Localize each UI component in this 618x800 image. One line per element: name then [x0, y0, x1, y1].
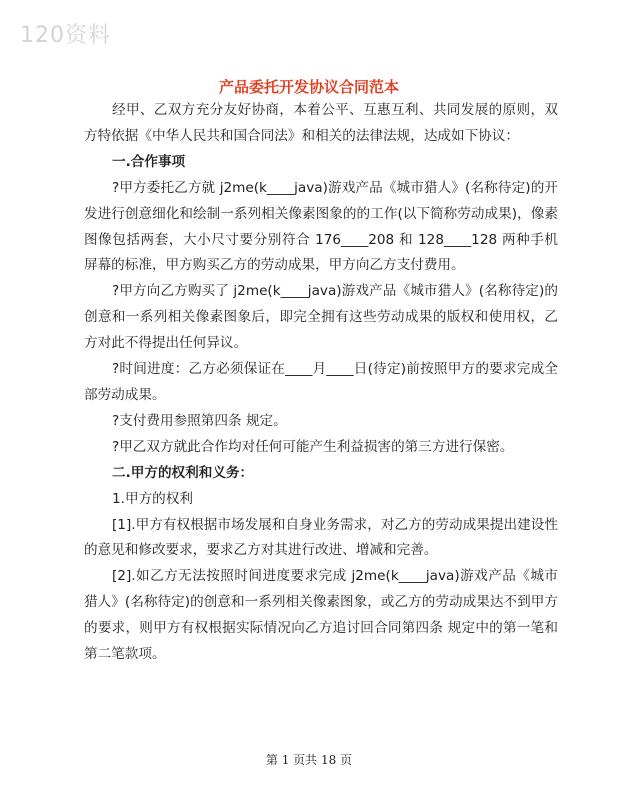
clause-paragraph: ?甲乙双方就此合作均对任何可能产生利益损害的第三方进行保密。	[112, 438, 514, 455]
section-heading-party-a-rights: 二.甲方的权利和义务：	[112, 464, 254, 481]
page-footer: 第 1 页共 18 页	[265, 753, 353, 767]
section-heading-cooperation: 一.合作事项	[112, 153, 186, 170]
clause-paragraph: [2].如乙方无法按照时间进度要求完成 j2me(k____java)游戏产品《城市猎人》(名称待定)的创意和一系列相关像素图象，或乙方的劳动成果达不到甲方的要求，则甲方有权根据实际情况向乙方追讨回合同第四条 规定中的第一笔和第二笔款项。	[84, 568, 558, 663]
intro-paragraph: 经甲、乙双方充分友好协商，本着公平、互惠互利、共同发展的原则，双方特依据《中华人民共和国合同法》和相关的法律法规，达成如下协议：	[84, 102, 558, 144]
clause-paragraph: ?甲方向乙方购买了 j2me(k____java)游戏产品《城市猎人》(名称待定)的创意和一系列相关像素图象后，即完全拥有这些劳动成果的版权和使用权，乙方对此不得提出任何异议。	[84, 283, 558, 352]
clause-paragraph: ?时间进度：乙方必须保证在____月____日(待定)前按照甲方的要求完成全部劳动成果。	[84, 361, 558, 403]
subsection-heading: 1.甲方的权利	[112, 490, 193, 507]
watermark-logo: 120资料	[20, 23, 111, 48]
document-body	[84, 98, 558, 668]
clause-paragraph: ?支付费用参照第四条 规定。	[112, 412, 287, 429]
document-title: 产品委托开发协议合同范本	[218, 78, 399, 96]
clause-paragraph: [1].甲方有权根据市场发展和自身业务需求，对乙方的劳动成果提出建设性的意见和修改要求，要求乙方对其进行改进、增减和完善。	[84, 516, 558, 559]
clause-paragraph: ?甲方委托乙方就 j2me(k____java)游戏产品《城市猎人》(名称待定)的开发进行创意细化和绘制一系列相关像素图象的的工作(以下简称劳动成果)，像素图像包括两套，大小尺寸要分别符合 176____208 和 128____128 两种手机屏幕的标准，甲方购买乙方的劳动成果，甲方向乙方支付费用。	[84, 179, 558, 274]
